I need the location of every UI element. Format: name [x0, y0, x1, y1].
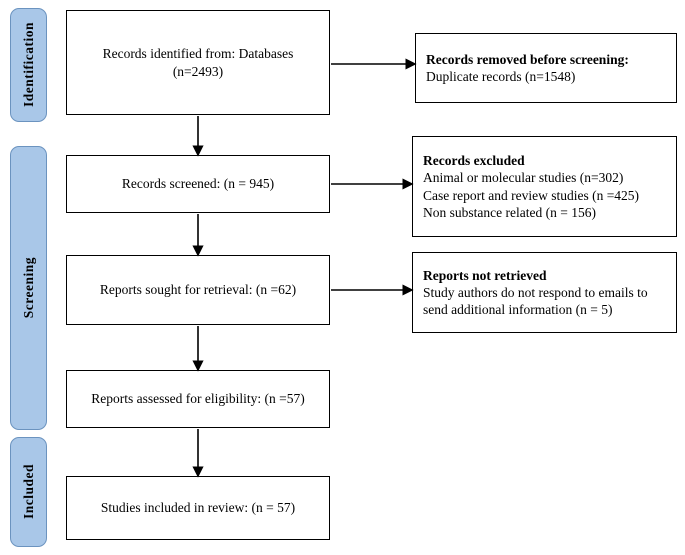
- records-excluded-title: Records excluded: [423, 152, 525, 168]
- stage-label-included: [10, 437, 47, 547]
- records-identified-line1: Records identified from: Databases: [102, 45, 294, 61]
- box-records-removed: [415, 33, 677, 103]
- reports-not-retrieved-line1: Study authors do not respond to emails to send additional information (n = 5): [423, 284, 648, 318]
- stage-label-identification: [10, 8, 47, 122]
- records-excluded-line3: Non substance related (n = 156): [423, 204, 596, 220]
- box-reports-not-retrieved: [412, 252, 677, 333]
- box-studies-included: [66, 476, 330, 540]
- stage-label-identification-text: Identification: [20, 22, 36, 108]
- box-reports-sought: [66, 255, 330, 325]
- box-records-identified: [66, 10, 330, 115]
- reports-sought-text: Reports sought for retrieval: (n =62): [99, 282, 297, 298]
- stage-label-screening-text: Screening: [20, 257, 36, 319]
- reports-assessed-text: Reports assessed for eligibility: (n =57): [91, 391, 305, 407]
- box-records-screened: [66, 155, 330, 213]
- reports-not-retrieved-title: Reports not retrieved: [423, 267, 547, 283]
- records-excluded-line1: Animal or molecular studies (n=302): [423, 170, 624, 186]
- records-removed-title: Records removed before screening:: [426, 51, 629, 67]
- records-identified-line2: (n=2493): [172, 63, 224, 79]
- records-excluded-line2: Case report and review studies (n =425): [423, 187, 640, 203]
- box-records-excluded: [412, 136, 677, 237]
- records-screened-text: Records screened: (n = 945): [121, 176, 275, 192]
- box-reports-assessed: [66, 370, 330, 428]
- stage-label-included-text: Included: [20, 464, 36, 520]
- records-removed-line1: Duplicate records (n=1548): [426, 69, 576, 84]
- studies-included-text: Studies included in review: (n = 57): [100, 500, 296, 516]
- stage-label-screening: [10, 146, 47, 430]
